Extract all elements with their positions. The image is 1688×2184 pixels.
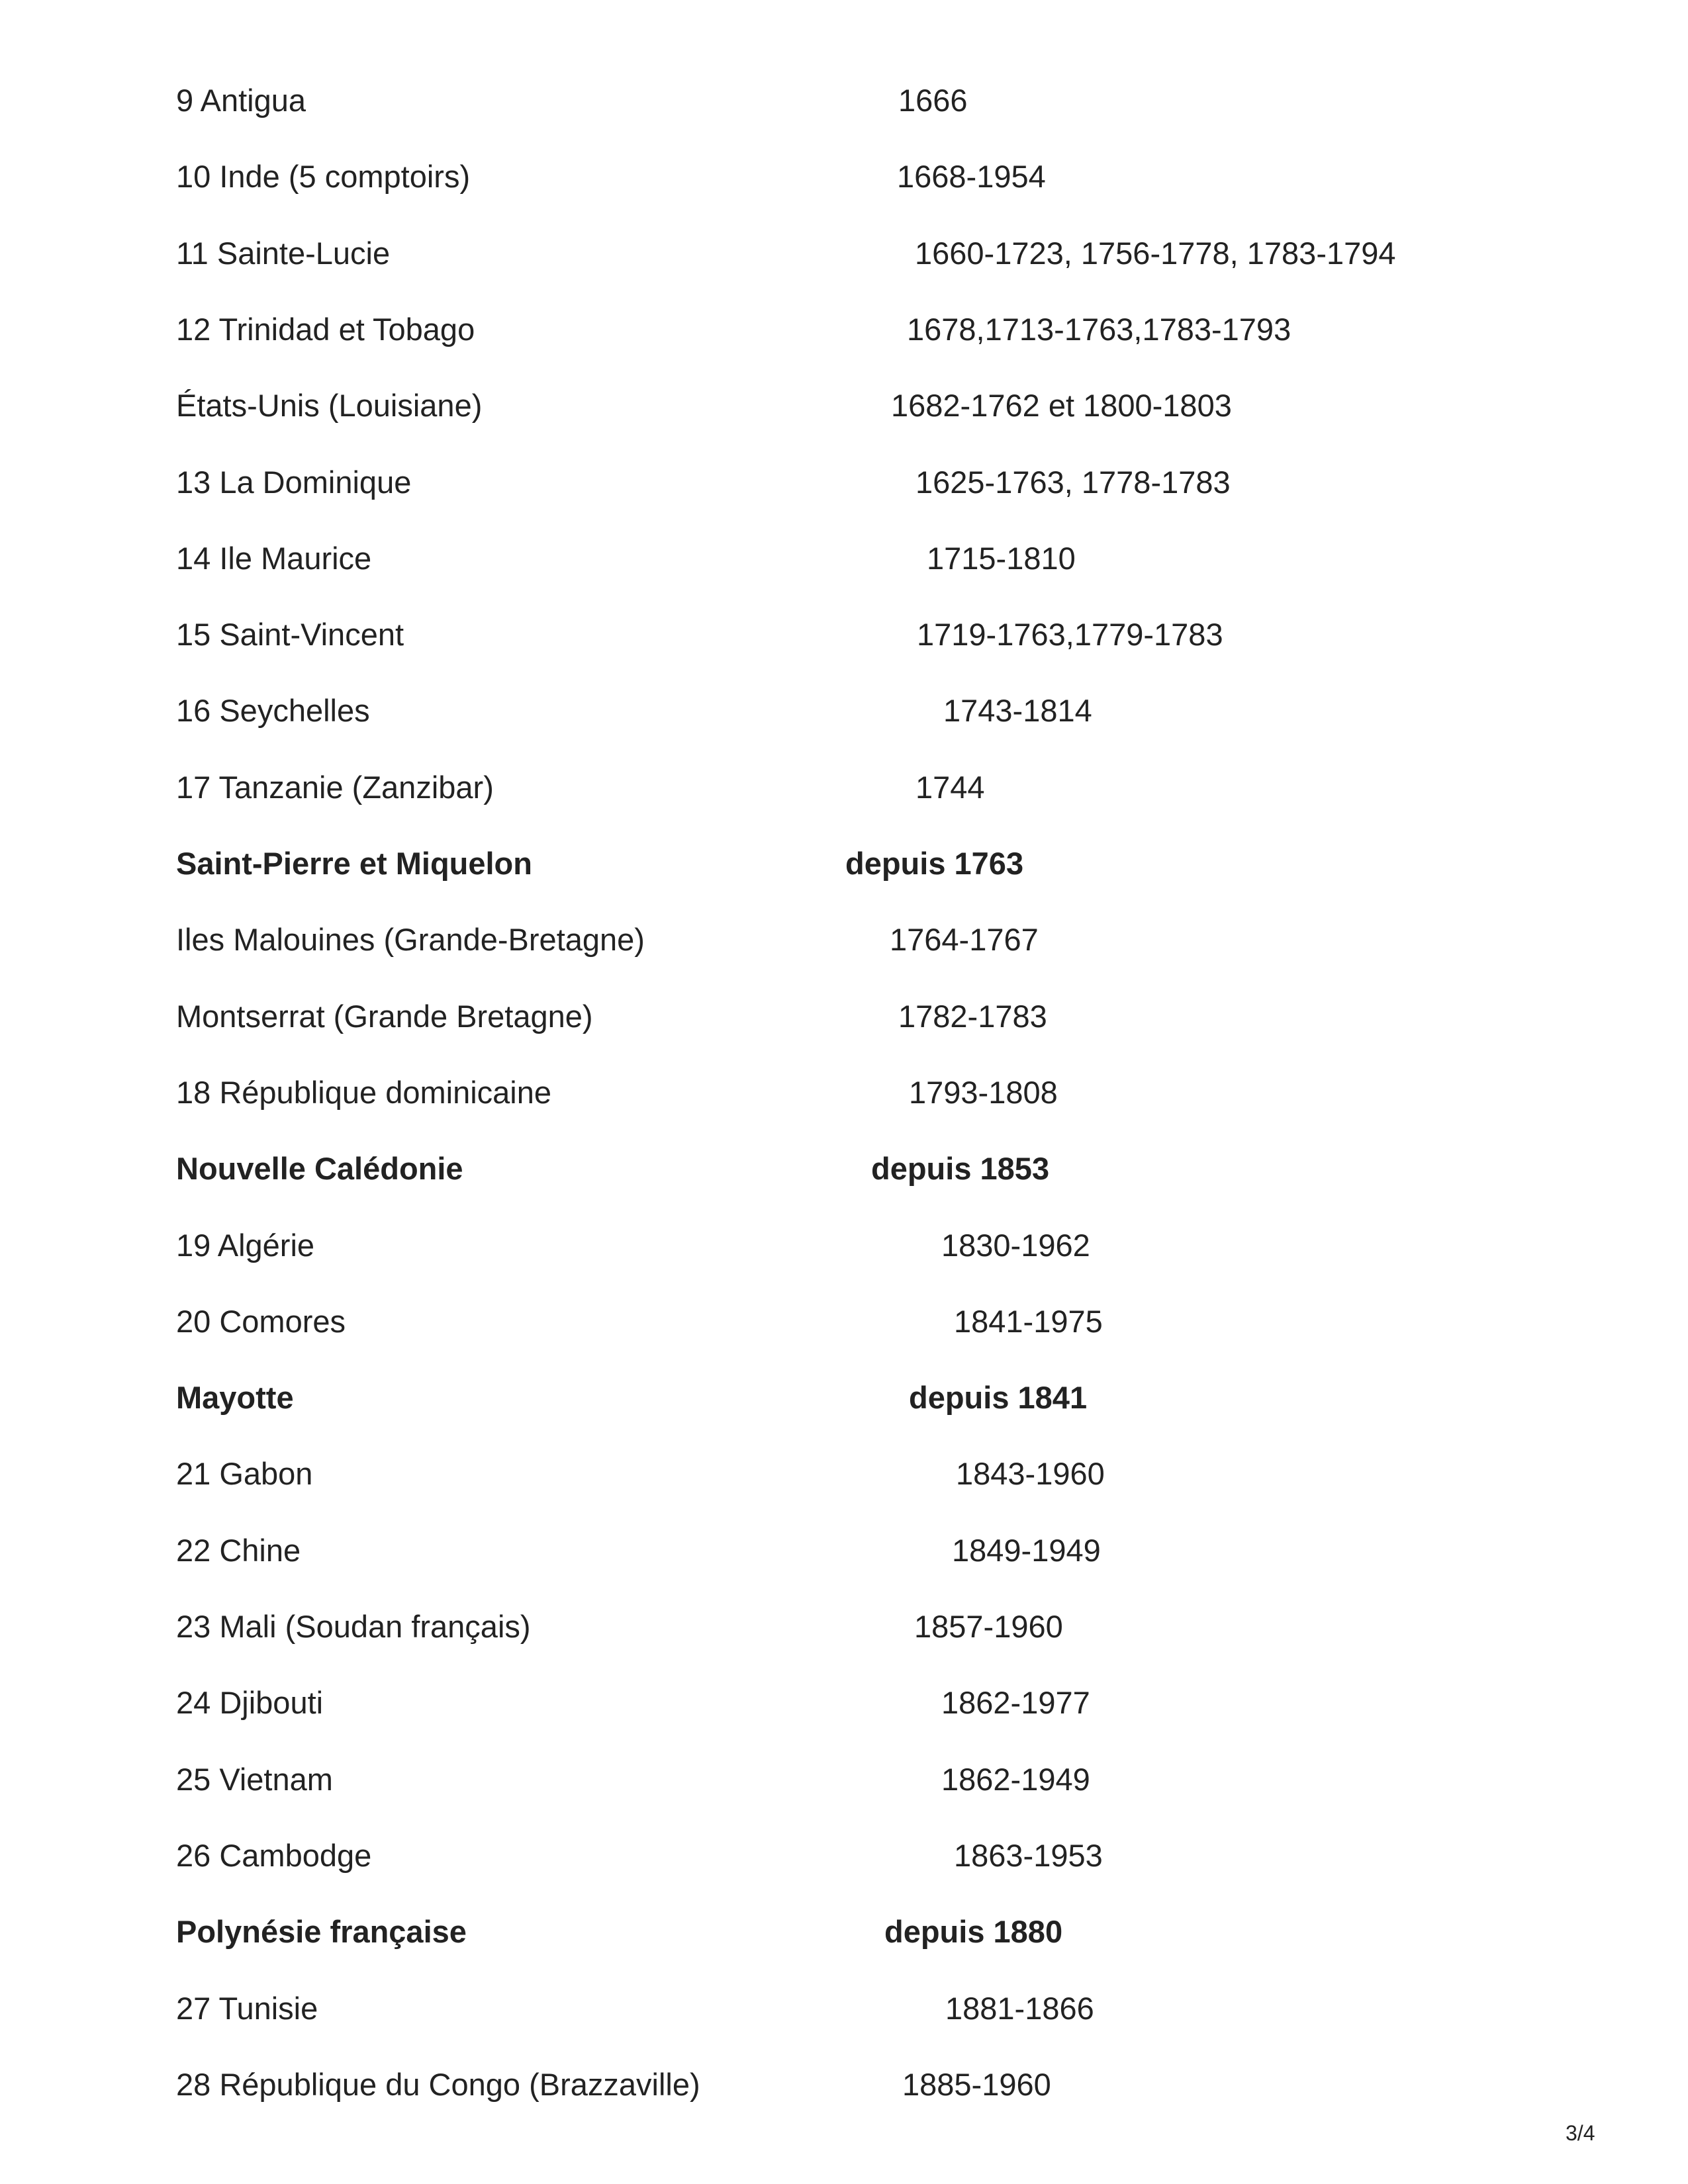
territory-period: 1881-1866 <box>945 1991 1094 2026</box>
list-item <box>0 1760 1688 1813</box>
territory-name: 12 Trinidad et Tobago <box>176 312 475 347</box>
territory-period: depuis 1763 <box>845 846 1024 881</box>
territory-period: depuis 1880 <box>884 1914 1063 1949</box>
list-item <box>0 157 1688 210</box>
territory-name: Mayotte <box>176 1380 294 1415</box>
list-item <box>0 997 1688 1050</box>
territory-name: 11 Sainte-Lucie <box>176 236 391 271</box>
territory-period: 1666 <box>898 83 968 118</box>
territory-name: 13 La Dominique <box>176 465 412 500</box>
territory-name: 23 Mali (Soudan français) <box>176 1609 531 1644</box>
list-item <box>0 1378 1688 1431</box>
territory-name: États-Unis (Louisiane) <box>176 388 483 423</box>
territory-period: 1862-1977 <box>941 1685 1090 1720</box>
territory-name: 21 Gabon <box>176 1456 313 1491</box>
territory-name: 28 République du Congo (Brazzaville) <box>176 2067 700 2102</box>
territory-period: 1863-1953 <box>954 1838 1103 1873</box>
territory-period: 1715-1810 <box>927 541 1076 576</box>
territory-name: 18 République dominicaine <box>176 1075 552 1110</box>
territory-name: 24 Djibouti <box>176 1685 324 1720</box>
list-item <box>0 920 1688 973</box>
territory-period: 1841-1975 <box>954 1304 1103 1339</box>
list-item <box>0 1149 1688 1202</box>
list-item <box>0 1989 1688 2042</box>
territory-period: 1743-1814 <box>943 693 1092 728</box>
territory-period: 1857-1960 <box>914 1609 1063 1644</box>
territory-period: 1668-1954 <box>897 159 1046 194</box>
territory-name: 10 Inde (5 comptoirs) <box>176 159 471 194</box>
territory-name: 17 Tanzanie (Zanzibar) <box>176 770 494 805</box>
territory-name: 19 Algérie <box>176 1228 315 1263</box>
territory-name: Nouvelle Calédonie <box>176 1151 463 1186</box>
list-item <box>0 539 1688 592</box>
territory-period: 1682-1762 et 1800-1803 <box>891 388 1232 423</box>
list-item <box>0 1683 1688 1736</box>
list-item <box>0 1454 1688 1507</box>
list-item <box>0 615 1688 668</box>
territory-name: 25 Vietnam <box>176 1762 333 1797</box>
territory-name: Saint-Pierre et Miquelon <box>176 846 532 881</box>
list-item <box>0 691 1688 744</box>
territory-period: 1782-1783 <box>898 999 1047 1034</box>
territory-name: 14 Ile Maurice <box>176 541 372 576</box>
territory-period: 1862-1949 <box>941 1762 1090 1797</box>
territory-period: 1830-1962 <box>941 1228 1090 1263</box>
territory-name: 20 Comores <box>176 1304 346 1339</box>
list-item <box>0 1226 1688 1279</box>
list-item <box>0 1836 1688 1889</box>
territory-name: 22 Chine <box>176 1533 301 1568</box>
territory-period: 1625-1763, 1778-1783 <box>915 465 1231 500</box>
territory-name: 26 Cambodge <box>176 1838 372 1873</box>
list-item <box>0 1531 1688 1584</box>
list-item <box>0 768 1688 821</box>
list-item <box>0 844 1688 897</box>
territory-name: 27 Tunisie <box>176 1991 318 2026</box>
list-item <box>0 234 1688 287</box>
territory-name: 15 Saint-Vincent <box>176 617 404 652</box>
territory-period: 1843-1960 <box>956 1456 1105 1491</box>
territory-period: 1885-1960 <box>902 2067 1051 2102</box>
page-number: 3/4 <box>1566 2121 1595 2145</box>
list-item <box>0 310 1688 363</box>
territory-name: 16 Seychelles <box>176 693 370 728</box>
list-item <box>0 386 1688 439</box>
list-item <box>0 2065 1688 2118</box>
list-item <box>0 1302 1688 1355</box>
territory-name: 9 Antigua <box>176 83 306 118</box>
list-item <box>0 1912 1688 1965</box>
territory-period: 1660-1723, 1756-1778, 1783-1794 <box>915 236 1396 271</box>
territory-name: Polynésie française <box>176 1914 467 1949</box>
territory-name: Iles Malouines (Grande-Bretagne) <box>176 922 645 957</box>
list-item <box>0 81 1688 134</box>
list-item <box>0 1607 1688 1660</box>
territory-period: 1719-1763,1779-1783 <box>917 617 1223 652</box>
territory-period: depuis 1853 <box>871 1151 1050 1186</box>
list-item <box>0 1073 1688 1126</box>
territory-period: 1764-1767 <box>890 922 1039 957</box>
territory-name: Montserrat (Grande Bretagne) <box>176 999 593 1034</box>
territory-period: 1849-1949 <box>952 1533 1101 1568</box>
list-item <box>0 463 1688 516</box>
territory-period: 1678,1713-1763,1783-1793 <box>907 312 1291 347</box>
territory-period: 1793-1808 <box>909 1075 1058 1110</box>
territory-period: 1744 <box>915 770 985 805</box>
territory-period: depuis 1841 <box>909 1380 1088 1415</box>
